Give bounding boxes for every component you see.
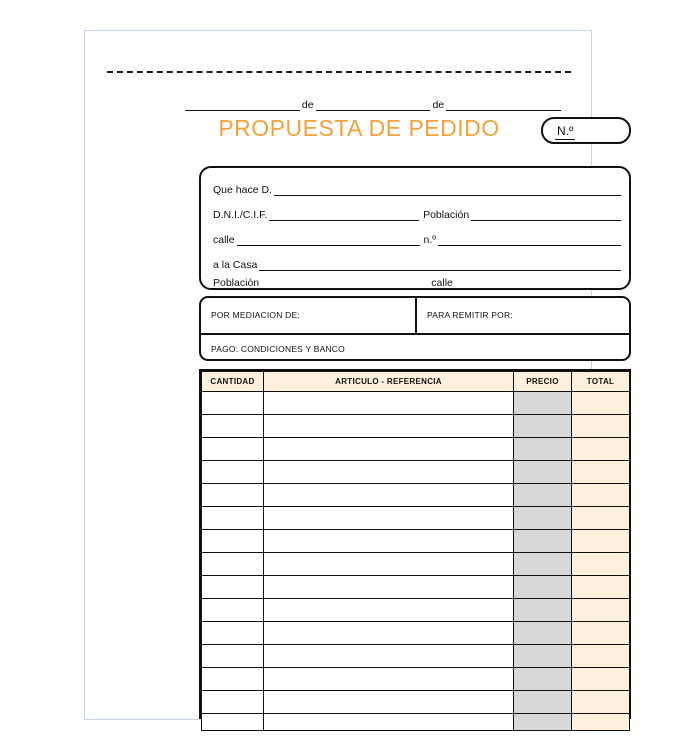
input-numero[interactable] — [438, 232, 621, 246]
cell-art[interactable] — [264, 438, 514, 461]
cell-tot[interactable] — [572, 668, 630, 691]
cell-pre[interactable] — [514, 461, 572, 484]
cell-qty[interactable] — [202, 668, 264, 691]
table-row[interactable] — [202, 691, 630, 714]
cell-tot[interactable] — [572, 599, 630, 622]
cell-tot[interactable] — [572, 530, 630, 553]
table-row[interactable] — [202, 530, 630, 553]
cell-tot[interactable] — [572, 392, 630, 415]
cell-qty[interactable] — [202, 392, 264, 415]
cell-pre[interactable] — [514, 553, 572, 576]
cell-tot[interactable] — [572, 438, 630, 461]
field-dni-poblacion[interactable] — [213, 205, 621, 221]
items-table-body — [202, 392, 630, 731]
table-row[interactable] — [202, 415, 630, 438]
cell-art[interactable] — [264, 668, 514, 691]
cell-pre[interactable] — [514, 691, 572, 714]
cell-tot[interactable] — [572, 691, 630, 714]
cell-art[interactable] — [264, 553, 514, 576]
field-calle-numero[interactable] — [213, 230, 621, 246]
input-dni-cif[interactable] — [269, 207, 419, 221]
cell-pre[interactable] — [514, 507, 572, 530]
header-cantidad: CANTIDAD — [202, 372, 264, 392]
cell-art[interactable] — [264, 645, 514, 668]
mediation-payment-box — [199, 296, 631, 361]
cell-art[interactable] — [264, 507, 514, 530]
date-de-label-1: de — [301, 99, 314, 111]
table-row[interactable] — [202, 392, 630, 415]
table-row[interactable] — [202, 622, 630, 645]
order-number-box[interactable] — [541, 117, 631, 144]
items-table — [201, 371, 630, 731]
label-dni-cif: D.N.I./C.I.F. — [213, 209, 268, 221]
table-header-row — [202, 372, 630, 392]
date-line — [185, 93, 561, 111]
cell-qty[interactable] — [202, 622, 264, 645]
header-articulo-referencia: ARTICULO - REFERENCIA — [264, 372, 514, 392]
order-form-sheet — [84, 30, 615, 720]
cell-tot[interactable] — [572, 484, 630, 507]
date-month-rule[interactable] — [316, 97, 431, 111]
cell-pre[interactable] — [514, 714, 572, 731]
input-que-hace-d[interactable] — [274, 182, 621, 196]
cell-pre[interactable] — [514, 576, 572, 599]
field-que-hace-d[interactable] — [213, 180, 621, 196]
cell-tot[interactable] — [572, 576, 630, 599]
cell-qty[interactable] — [202, 599, 264, 622]
cell-qty[interactable] — [202, 576, 264, 599]
perforation-dashed-line — [107, 71, 571, 73]
cell-tot[interactable] — [572, 622, 630, 645]
table-row[interactable] — [202, 438, 630, 461]
table-row[interactable] — [202, 714, 630, 731]
mediation-vertical-divider — [415, 298, 417, 333]
cell-art[interactable] — [264, 622, 514, 645]
cell-pre[interactable] — [514, 668, 572, 691]
cell-art[interactable] — [264, 484, 514, 507]
label-poblacion-2: Población — [213, 277, 260, 289]
cell-art[interactable] — [264, 714, 514, 731]
cell-pre[interactable] — [514, 622, 572, 645]
cell-qty[interactable] — [202, 645, 264, 668]
date-year-rule[interactable] — [446, 97, 561, 111]
input-calle-2[interactable] — [455, 275, 621, 289]
header-precio: PRECIO — [514, 372, 572, 392]
cell-tot[interactable] — [572, 507, 630, 530]
cell-art[interactable] — [264, 461, 514, 484]
label-para-remitir-por: PARA REMITIR POR: — [427, 310, 513, 320]
cell-tot[interactable] — [572, 461, 630, 484]
label-por-mediacion-de: POR MEDIACION DE: — [211, 310, 300, 320]
page-title: PROPUESTA DE PEDIDO — [218, 115, 500, 141]
date-day-rule[interactable] — [185, 97, 300, 111]
label-pago-condiciones-banco: PAGO: CONDICIONES Y BANCO — [211, 344, 345, 354]
label-a-la-casa: a la Casa — [213, 259, 258, 271]
cell-pre[interactable] — [514, 484, 572, 507]
cell-art[interactable] — [264, 530, 514, 553]
cell-tot[interactable] — [572, 714, 630, 731]
input-poblacion-2[interactable] — [261, 275, 427, 289]
input-calle-1[interactable] — [237, 232, 420, 246]
cell-qty[interactable] — [202, 415, 264, 438]
table-row[interactable] — [202, 645, 630, 668]
cell-qty[interactable] — [202, 553, 264, 576]
cell-pre[interactable] — [514, 438, 572, 461]
cell-tot[interactable] — [572, 645, 630, 668]
label-calle-2: calle — [431, 277, 453, 289]
table-row[interactable] — [202, 484, 630, 507]
cell-qty[interactable] — [202, 530, 264, 553]
table-row[interactable] — [202, 576, 630, 599]
cell-art[interactable] — [264, 415, 514, 438]
cell-qty[interactable] — [202, 714, 264, 731]
header-total: TOTAL — [572, 372, 630, 392]
customer-details-box — [199, 166, 631, 290]
cell-pre[interactable] — [514, 645, 572, 668]
table-row[interactable] — [202, 461, 630, 484]
date-de-label-2: de — [432, 99, 445, 111]
cell-art[interactable] — [264, 691, 514, 714]
field-a-la-casa[interactable] — [213, 255, 621, 271]
mediation-horizontal-divider — [201, 333, 629, 335]
cell-qty[interactable] — [202, 438, 264, 461]
cell-qty[interactable] — [202, 461, 264, 484]
label-poblacion-1: Población — [423, 209, 470, 221]
order-number-label: N.º — [557, 124, 574, 138]
cell-tot[interactable] — [572, 415, 630, 438]
label-calle-1: calle — [213, 234, 235, 246]
table-row[interactable] — [202, 599, 630, 622]
cell-qty[interactable] — [202, 484, 264, 507]
cell-art[interactable] — [264, 599, 514, 622]
cell-pre[interactable] — [514, 530, 572, 553]
label-numero: n.º — [423, 234, 437, 246]
cell-qty[interactable] — [202, 507, 264, 530]
input-poblacion-1[interactable] — [471, 207, 621, 221]
cell-tot[interactable] — [572, 553, 630, 576]
cell-qty[interactable] — [202, 691, 264, 714]
table-row[interactable] — [202, 668, 630, 691]
cell-pre[interactable] — [514, 599, 572, 622]
cell-art[interactable] — [264, 392, 514, 415]
cell-pre[interactable] — [514, 415, 572, 438]
label-que-hace-d: Que hace D. — [213, 184, 272, 196]
cell-pre[interactable] — [514, 392, 572, 415]
field-poblacion-calle[interactable] — [213, 273, 621, 289]
items-table-wrapper — [199, 369, 631, 719]
table-row[interactable] — [202, 507, 630, 530]
cell-art[interactable] — [264, 576, 514, 599]
input-a-la-casa[interactable] — [259, 257, 621, 271]
table-row[interactable] — [202, 553, 630, 576]
